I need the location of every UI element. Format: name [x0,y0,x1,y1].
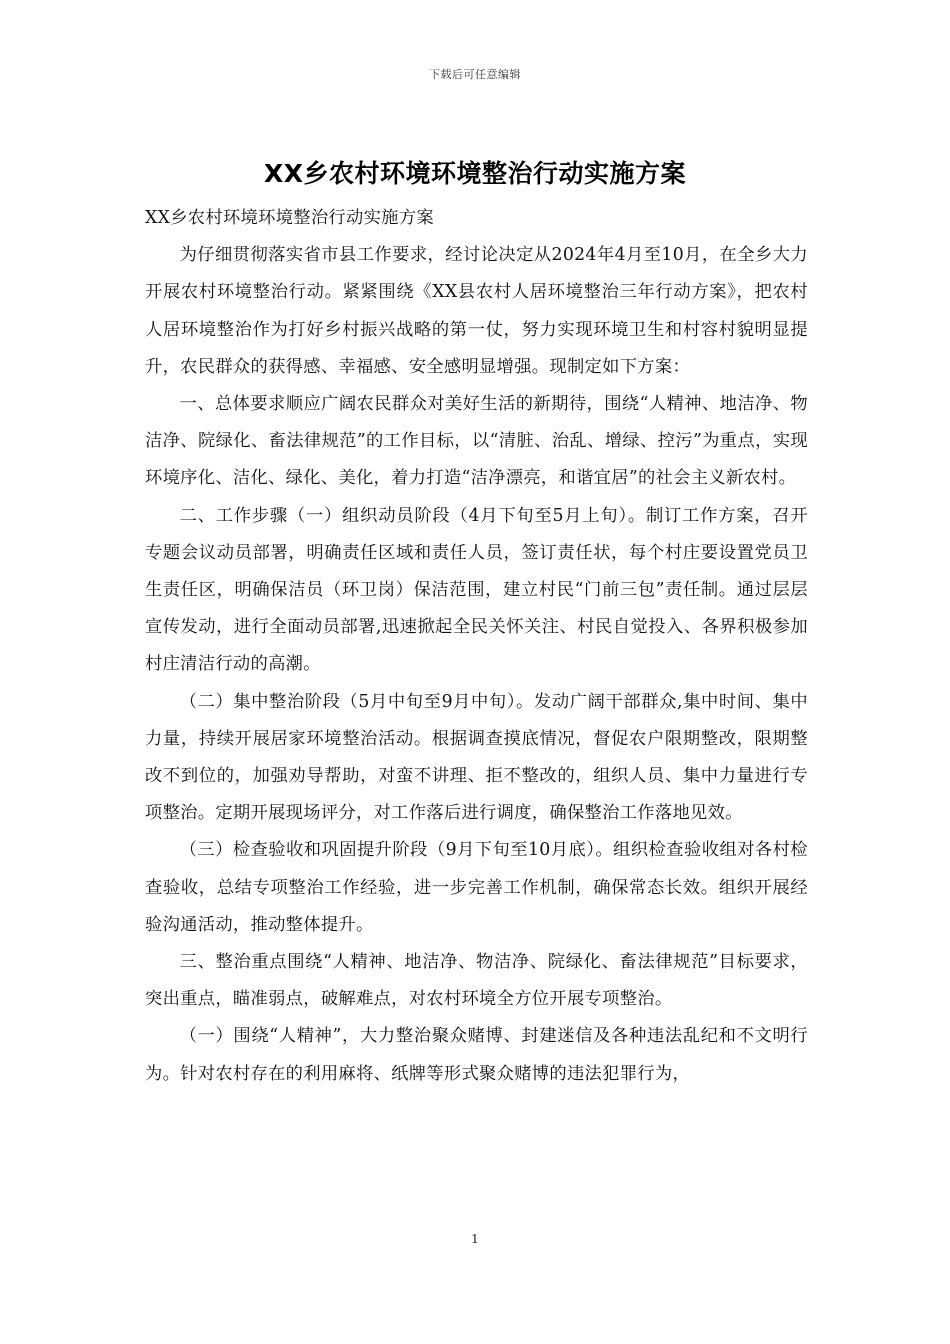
document-subtitle: XX乡农村环境环境整治行动实施方案 [145,208,434,228]
document-body [145,200,808,1093]
page-number: 1 [471,1232,479,1246]
paragraph-rectification-focus: 三、整治重点围绕“人精神、地洁净、物洁净、院绿化、畜法律规范”目标要求，突出重点，瞄准弱点，破解难点，对农村环境全方位开展专项整治。 [145,952,808,1010]
paragraph-intro: 为仔细贯彻落实省市县工作要求，经讨论决定从2024年4月至10月，在全乡大力开展农村环境整治行动。紧紧围绕《XX县农村人居环境整治三年行动方案》，把农村人居环境整治作为打好乡村振兴战略的第一仗，努力实现环境卫生和村容村貌明显提升，农民群众的获得感、幸福感、安全感明显增强。现制定如下方案： [145,245,808,377]
paragraph-concentrated-rectification: （二）集中整治阶段（5月中旬至9月中旬）。发动广阔干部群众,集中时间、集中力量，持续开展居家环境整治活动。根据调查摸底情况，督促农户限期整改，限期整改不到位的，加强劝导帮助，对蛮不讲理、拒不整改的，组织人员、集中力量进行专项整治。定期开展现场评分，对工作落后进行调度，确保整治工作落地见效。 [145,691,808,824]
paragraph-inspection-acceptance: （三）检查验收和巩固提升阶段（9月下旬至10月底）。组织检查验收组对各村检查验收，总结专项整治工作经验，进一步完善工作机制，确保常态长效。组织开展经验沟通活动，推动整体提升。 [145,840,808,935]
header-note: 下载后可任意编辑 [429,68,521,81]
paragraph-work-steps: 二、工作步骤（一）组织动员阶段（4月下旬至5月上旬）。制订工作方案，召开专题会议动员部署，明确责任区域和责任人员，签订责任状，每个村庄要设置党员卫生责任区，明确保洁员（环卫岗）保洁范围，建立村民“门前三包”责任制。通过层层宣传发动，进行全面动员部署,迅速掀起全民关怀关注、村民自觉投入、各界积极参加村庄清洁行动的高潮。 [145,505,808,675]
paragraph-general-requirements: 一、总体要求顺应广阔农民群众对美好生活的新期待，围绕“人精神、地洁净、物洁净、院绿化、畜法律规范”的工作目标，以“清脏、治乱、增绿、控污”为重点，实现环境序化、洁化、绿化、美化，着力打造“洁净漂亮，和谐宜居”的社会主义新农村。 [145,394,808,489]
document-title: XX乡农村环境环境整治行动实施方案 [263,159,687,188]
paragraph-people-spirit: （一）围绕“人精神”，大力整治聚众赌博、封建迷信及各种违法乱纪和不文明行为。针对农村存在的利用麻将、纸牌等形式聚众赌博的违法犯罪行为， [145,1026,808,1084]
